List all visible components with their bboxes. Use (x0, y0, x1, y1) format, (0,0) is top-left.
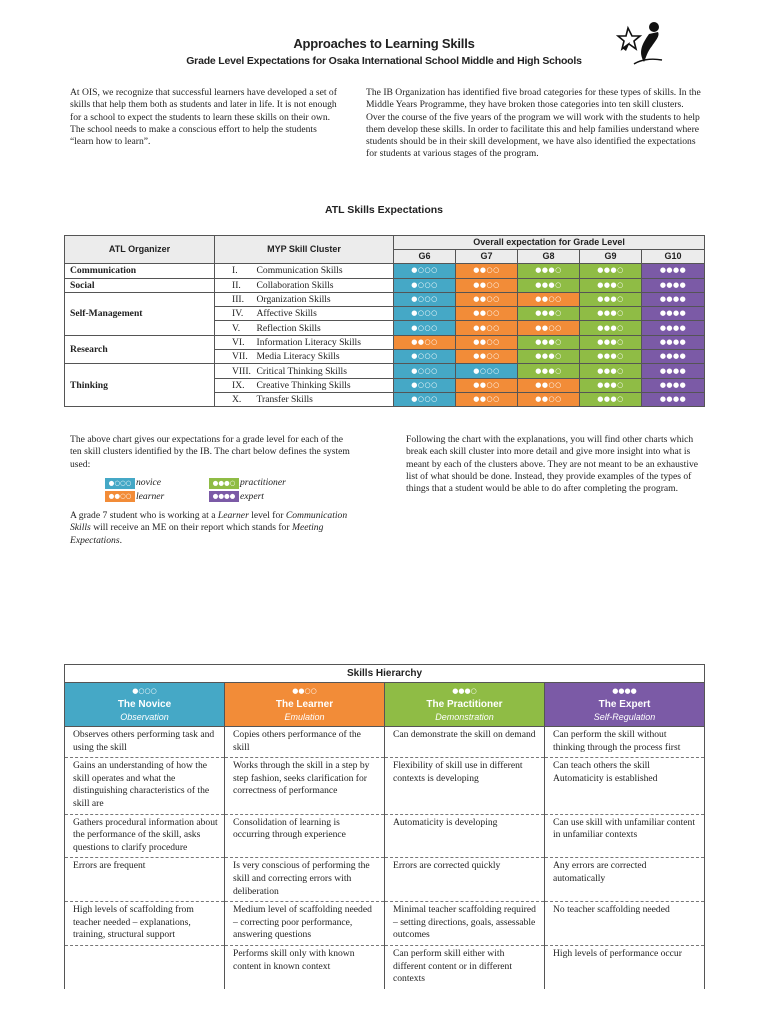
atl-row (65, 335, 705, 349)
level-indicator: ●○○○ (394, 307, 456, 321)
hierarchy-row (65, 727, 705, 758)
skill-number: VI. (215, 335, 255, 349)
level-indicator: ●●●● (642, 292, 705, 306)
level-indicator: ●●●● (642, 335, 705, 349)
level-indicator: ●●○○ (456, 307, 518, 321)
level-indicator: ●●●● (642, 364, 705, 378)
legend-label-novice: novice (136, 477, 162, 488)
level-subtitle: Self-Regulation (593, 712, 656, 722)
level-indicator: ●●●● (642, 378, 705, 392)
legend-label-learner: learner (136, 491, 165, 502)
level-indicator: ●●●○ (580, 335, 642, 349)
level-indicator: ●○○○ (394, 378, 456, 392)
level-indicator: ●●●○ (580, 378, 642, 392)
level-name: The Expert (598, 699, 651, 710)
level-indicator: ●●○○ (456, 350, 518, 364)
level-indicator: ●●○○ (456, 292, 518, 306)
hierarchy-cell: Consolidation of learning is occurring through experience (225, 814, 385, 858)
atl-row (65, 364, 705, 378)
hierarchy-cell: Observes others performing task and using the skill (65, 727, 225, 758)
level-indicator: ●●○○ (518, 321, 580, 335)
grade-header: G10 (642, 250, 705, 264)
level-indicator: ●●○○ (456, 335, 518, 349)
hierarchy-cell: Gains an understanding of how the skill operates and what the distinguishing characteristics of the skill are (65, 758, 225, 814)
level-indicator: ●●●○ (518, 350, 580, 364)
hierarchy-cell: High levels of performance occur (545, 945, 705, 988)
level-name: The Novice (117, 699, 172, 710)
hierarchy-cell: Can teach others the skill Automaticity is established (545, 758, 705, 814)
explain-left: The above chart gives our expectations for a grade level for each of the ten skill clusters identified by the IB. The chart below defines the system used: (70, 434, 350, 470)
skill-cluster-name: Information Literacy Skills (255, 335, 394, 349)
page-subtitle: Grade Level Expectations for Osaka International School Middle and High Schools (186, 55, 582, 67)
hierarchy-cell: Flexibility of skill use in different contexts is developing (385, 758, 545, 814)
level-indicator: ●●○○ (456, 378, 518, 392)
level-indicator: ●○○○ (394, 321, 456, 335)
atl-table-body (65, 264, 705, 407)
level-indicator: ●●●○ (518, 307, 580, 321)
atl-organizer: Research (65, 335, 215, 364)
atl-section-title: ATL Skills Expectations (324, 204, 444, 216)
level-subtitle: Demonstration (435, 712, 494, 722)
level-header (385, 683, 545, 727)
col-overall-expectation: Overall expectation for Grade Level (394, 236, 705, 250)
level-subtitle: Observation (120, 712, 169, 722)
hierarchy-row (65, 758, 705, 814)
hierarchy-row (65, 902, 705, 946)
grade-header: G7 (456, 250, 518, 264)
atl-organizer: Communication (65, 264, 215, 278)
skill-number: IX. (215, 378, 255, 392)
level-indicator: ●○○○ (394, 264, 456, 278)
hierarchy-cell: Performs skill only with known content in known context (225, 945, 385, 988)
skill-cluster-name: Collaboration Skills (255, 278, 394, 292)
level-indicator: ●○○○ (394, 292, 456, 306)
legend-chip-learner: ●●○○ (105, 491, 135, 502)
level-indicator: ●●○○ (518, 292, 580, 306)
atl-organizer: Thinking (65, 364, 215, 407)
hierarchy-body (65, 727, 705, 989)
atl-row (65, 278, 705, 292)
level-indicator: ●●○○ (518, 392, 580, 406)
legend-label-expert: expert (240, 491, 264, 502)
legend-label-practitioner: practitioner (240, 477, 286, 488)
level-indicator: ●●●● (642, 350, 705, 364)
grade-header: G9 (580, 250, 642, 264)
page-title: Approaches to Learning Skills (293, 36, 475, 51)
hierarchy-cell: Medium level of scaffolding needed – correcting poor performance, answering questions (225, 902, 385, 946)
hierarchy-cell: Gathers procedural information about the performance of the skill, asks questions to clarify procedure (65, 814, 225, 858)
atl-organizer: Self-Management (65, 292, 215, 335)
legend-chip-expert: ●●●● (209, 491, 239, 502)
level-indicator: ●○○○ (394, 278, 456, 292)
level-indicator: ●●●○ (580, 307, 642, 321)
skill-cluster-name: Creative Thinking Skills (255, 378, 394, 392)
level-dots: ●●●● (612, 687, 637, 695)
atl-row (65, 292, 705, 306)
hierarchy-cell: Can perform the skill without thinking through the process first (545, 727, 705, 758)
skill-cluster-name: Critical Thinking Skills (255, 364, 394, 378)
intro-left: At OIS, we recognize that successful learners have developed a set of skills that help them both as students and later in life. It is not enough for a school to expect the students to learn these skills on their own. The school needs to make a conscious effort to help the students “learn how to learn”. (70, 87, 337, 148)
level-indicator: ●●●● (642, 264, 705, 278)
hierarchy-caption: Skills Hierarchy (65, 665, 705, 683)
level-indicator: ●●○○ (518, 378, 580, 392)
level-indicator: ●●●○ (580, 321, 642, 335)
level-indicator: ●○○○ (456, 364, 518, 378)
level-header (545, 683, 705, 727)
skill-number: VII. (215, 350, 255, 364)
atl-expectations-table (64, 235, 705, 407)
level-indicator: ●●●○ (518, 264, 580, 278)
level-indicator: ●○○○ (394, 350, 456, 364)
hierarchy-cell: Works through the skill in a step by step fashion, seeks clarification for correctness of performance (225, 758, 385, 814)
atl-row (65, 264, 705, 278)
skill-number: X. (215, 392, 255, 406)
legend-chip-practitioner: ●●●○ (209, 478, 239, 489)
level-name: The Practitioner (426, 699, 503, 710)
level-indicator: ●●●○ (580, 350, 642, 364)
hierarchy-cell: No teacher scaffolding needed (545, 902, 705, 946)
skill-number: II. (215, 278, 255, 292)
level-indicator: ●●●○ (580, 392, 642, 406)
level-indicator: ●●○○ (456, 264, 518, 278)
intro-right: The IB Organization has identified five broad categories for these types of skills. In the Middle Years Programme, they have broken those categories into ten skill clusters. Over the course of the five years of the program we will work with the students to help them develop these skills. In order to facilitate this and help families understand where students should be in their skill development, we have also identified the expectations for students at various stages of the program. (366, 87, 701, 160)
hierarchy-cell: Can use skill with unfamiliar content in unfamiliar contexts (545, 814, 705, 858)
legend-chip-novice: ●○○○ (105, 478, 135, 489)
skill-number: V. (215, 321, 255, 335)
col-atl-organizer: ATL Organizer (65, 236, 215, 264)
hierarchy-cell: Can perform skill either with different content or in different contexts (385, 945, 545, 988)
school-logo-icon (616, 18, 666, 70)
hierarchy-cell: Automaticity is developing (385, 814, 545, 858)
skill-cluster-name: Reflection Skills (255, 321, 394, 335)
level-header (65, 683, 225, 727)
level-name: The Learner (275, 699, 334, 710)
hierarchy-cell: Copies others performance of the skill (225, 727, 385, 758)
level-indicator: ●○○○ (394, 392, 456, 406)
level-indicator: ●●●● (642, 321, 705, 335)
level-indicator: ●●○○ (394, 335, 456, 349)
level-indicator: ●●●○ (580, 292, 642, 306)
hierarchy-cell: Any errors are corrected automatically (545, 858, 705, 902)
level-dots: ●○○○ (132, 687, 157, 695)
level-indicator: ●●●○ (580, 364, 642, 378)
level-dots: ●●○○ (292, 687, 317, 695)
skills-hierarchy-table (64, 664, 705, 989)
level-dots: ●●●○ (452, 687, 477, 695)
hierarchy-row (65, 945, 705, 988)
level-indicator: ●●○○ (456, 392, 518, 406)
skill-cluster-name: Media Literacy Skills (255, 350, 394, 364)
level-indicator: ●●●● (642, 278, 705, 292)
level-indicator: ●●●○ (518, 335, 580, 349)
atl-organizer: Social (65, 278, 215, 292)
skill-number: IV. (215, 307, 255, 321)
hierarchy-cell: Minimal teacher scaffolding required – setting directions, goals, assessable outcomes (385, 902, 545, 946)
explain-right: Following the chart with the explanations, you will find other charts which break each skill cluster into more detail and give more insight into what is meant by each of the clusters above. They are not meant to be an exhaustive list of what should be done. Instead, they provide examples of the types of things that a student would be able to do after completing the program. (406, 434, 699, 495)
level-indicator: ●●●● (642, 307, 705, 321)
grade-header: G6 (394, 250, 456, 264)
level-indicator: ●●●○ (518, 278, 580, 292)
level-indicator: ●●●○ (580, 278, 642, 292)
skill-number: III. (215, 292, 255, 306)
level-indicator: ●●●○ (518, 364, 580, 378)
example-text: A grade 7 student who is working at a Learner level for Communication Skills will receive an ME on their report which stands for Meeting Expectations. (70, 510, 348, 546)
hierarchy-row (65, 814, 705, 858)
hierarchy-cell (65, 945, 225, 988)
hierarchy-cell: Can demonstrate the skill on demand (385, 727, 545, 758)
hierarchy-cell: Errors are corrected quickly (385, 858, 545, 902)
skill-cluster-name: Communication Skills (255, 264, 394, 278)
skill-number: I. (215, 264, 255, 278)
level-subtitle: Emulation (284, 712, 325, 722)
hierarchy-cell: Errors are frequent (65, 858, 225, 902)
skill-cluster-name: Transfer Skills (255, 392, 394, 406)
level-indicator: ●●●● (642, 392, 705, 406)
level-indicator: ●●●○ (580, 264, 642, 278)
col-myp-cluster: MYP Skill Cluster (215, 236, 394, 264)
hierarchy-cell: Is very conscious of performing the skill and correcting errors with deliberation (225, 858, 385, 902)
hierarchy-cell: High levels of scaffolding from teacher needed – explanations, training, structural support (65, 902, 225, 946)
level-indicator: ●●○○ (456, 321, 518, 335)
skill-cluster-name: Organization Skills (255, 292, 394, 306)
hierarchy-row (65, 858, 705, 902)
skill-number: VIII. (215, 364, 255, 378)
skill-cluster-name: Affective Skills (255, 307, 394, 321)
level-indicator: ●●○○ (456, 278, 518, 292)
level-header (225, 683, 385, 727)
grade-header: G8 (518, 250, 580, 264)
level-indicator: ●○○○ (394, 364, 456, 378)
